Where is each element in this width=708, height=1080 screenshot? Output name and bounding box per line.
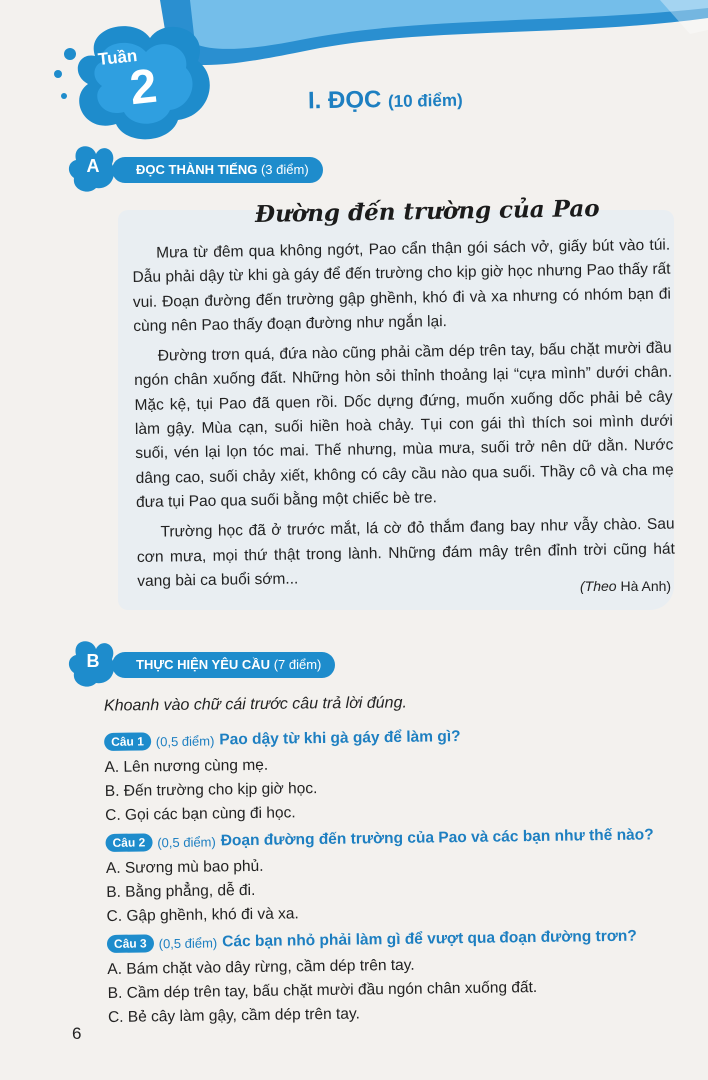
- part-b-header: [66, 645, 326, 685]
- answer-option[interactable]: B. Cầm dép trên tay, bấu chặt mười đầu ngón chân xuống đất.: [107, 978, 538, 1002]
- part-b-title: THỰC HIỆN YÊU CẦU: [136, 657, 271, 672]
- part-a-points: (3 điểm): [260, 162, 309, 177]
- part-b-points: (7 điểm): [273, 657, 322, 672]
- question-score: (0,5 điểm): [157, 833, 216, 850]
- part-b-letter: B: [86, 651, 100, 671]
- question-list: [104, 722, 668, 1033]
- week-number: 2: [127, 59, 160, 116]
- question-text: Pao dậy từ khi gà gáy để làm gì?: [219, 728, 461, 749]
- question-1: [104, 722, 665, 828]
- passage-paragraph-1: Mưa từ đêm qua không ngớt, Pao cẩn thận gói sách vở, giấy bút vào túi. Dẫu phải dậy từ khi gà gáy để đến trường cho kịp giờ học nhưng Pao thấy rất vui. Đoạn đường đến trường gập ghềnh, khó đi và xa nhưng có nhóm bạn đi cùng nên Pao thấy đoạn đường như ngắn lại.: [132, 236, 672, 335]
- question-text: Các bạn nhỏ phải làm gì để vượt qua đoạn đường trơn?: [222, 927, 637, 951]
- part-b-title-pill: [112, 652, 335, 678]
- question-tag: Câu 3: [107, 934, 154, 953]
- section-title-text: I. ĐỌC: [307, 86, 382, 115]
- source-author: Hà Anh): [620, 578, 672, 594]
- question-2: [105, 823, 666, 929]
- question-score: (0,5 điểm): [155, 732, 215, 749]
- passage-paragraph-2: Đường trơn quá, đứa nào cũng phải cầm dép trên tay, bấu chặt mười đầu ngón chân xuống đất. Những hòn sỏi thỉnh thoảng lại “cựa mình” dưới chân. Mặc kệ, tụi Pao đã quen rồi. Dốc dựng đứng, muốn xuống dốc phải bẻ cây làm gậy. Mùa cạn, suối hiền hoà chảy. Tụi con gái thì thích soi mình dưới suối, vén lại lọn tóc mai. Thế nhưng, mùa mưa, suối trở nên dữ dằn. Nước dâng cao, suối chảy xiết, không có cây cầu nào qua suối. Thầy cô và cha mẹ đưa tụi Pao qua suối bằng một chiếc bè tre.: [134, 339, 674, 511]
- part-a-title: ĐỌC THÀNH TIẾNG: [136, 162, 258, 177]
- question-3: [107, 924, 668, 1030]
- instruction-text: Khoanh vào chữ cái trước câu trả lời đúng.: [103, 694, 407, 715]
- part-a-title-pill: [112, 157, 323, 183]
- passage-paragraph-3: Trường học đã ở trước mắt, lá cờ đỏ thắm đang bay như vẫy chào. Sau cơn mưa, mọi thứ thật trong lành. Những đám mây trên đỉnh trời cũng hát vang bài ca buổi sớm...: [136, 515, 676, 590]
- question-text: Đoạn đường đến trường của Pao và các bạn như thế nào?: [220, 826, 654, 850]
- answer-option[interactable]: A. Lên nương cùng mẹ.: [104, 756, 269, 776]
- source-prefix: (Theo: [580, 578, 617, 594]
- passage-source: [580, 578, 671, 594]
- question-tag: Câu 1: [104, 732, 151, 751]
- badge-splash-shape: [40, 16, 210, 146]
- part-a-letter: A: [86, 156, 100, 176]
- answer-option[interactable]: C. Gọi các bạn cùng đi học.: [105, 804, 296, 824]
- question-score: (0,5 điểm): [158, 934, 218, 951]
- question-tag: Câu 2: [105, 833, 152, 852]
- answer-option[interactable]: A. Sương mù bao phủ.: [105, 857, 264, 877]
- answer-option[interactable]: C. Gập ghềnh, khó đi và xa.: [106, 905, 299, 925]
- answer-option[interactable]: A. Bám chặt vào dây rừng, cầm dép trên tay.: [107, 956, 415, 978]
- answer-option[interactable]: B. Đến trường cho kịp giờ học.: [104, 780, 318, 800]
- answer-option[interactable]: C. Bẻ cây làm gậy, cầm dép trên tay.: [107, 1005, 360, 1026]
- page-number: 6: [72, 1024, 82, 1043]
- week-badge: [40, 16, 210, 146]
- section-title: [308, 85, 463, 116]
- part-a-header: [66, 150, 326, 190]
- week-label: Tuần: [97, 45, 139, 70]
- story-title: Đường đến trường của Pao: [254, 194, 600, 229]
- section-points: (10 điểm): [387, 90, 463, 111]
- reading-passage: [132, 234, 676, 601]
- answer-option[interactable]: B. Bằng phẳng, dễ đi.: [106, 881, 256, 901]
